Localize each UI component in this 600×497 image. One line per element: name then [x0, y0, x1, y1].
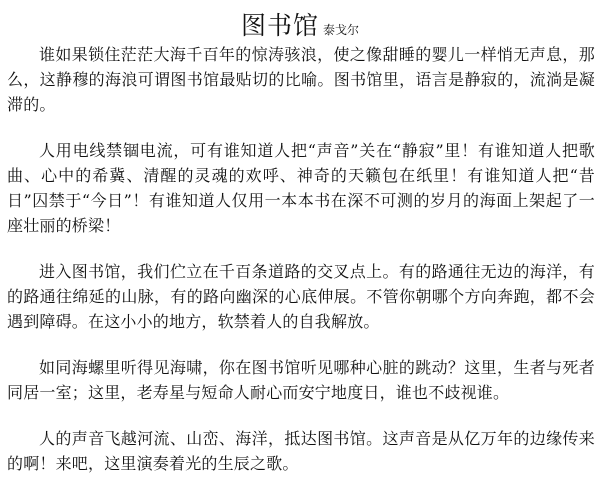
title-row — [0, 6, 600, 42]
paragraph-4: 如同海螺里听得见海啸，你在图书馆听见哪种心脏的跳动？这里，生者与死者同居一室；这里，老寿星与短命人耐心而安宁地度日，谁也不歧视谁。 — [7, 358, 595, 402]
paragraph-3: 进入图书馆，我们伫立在千百条道路的交叉点上。有的路通往无边的海洋，有的路通往绵延的山脉，有的路向幽深的心底伸展。不管你朝哪个方向奔跑，都不会遇到障碍。在这小小的地方，软禁着人的自我解放。 — [7, 262, 595, 331]
paragraph-1: 谁如果锁住茫茫大海千百年的惊涛骇浪，使之像甜睡的婴儿一样悄无声息，那么，这静穆的海浪可谓图书馆最贴切的比喻。图书馆里，语言是静寂的，流淌是凝滞的。 — [7, 45, 595, 114]
paragraph-2: 人用电线禁锢电流，可有谁知道人把“声音”关在“静寂”里！有谁知道人把歌曲、心中的希冀、清醒的灵魂的欢呼、神奇的天籁包在纸里！有谁知道人把“昔日”囚禁于“今日”！有谁知道人仅用一本本书在深不可测的岁月的海面上架起了一座壮丽的桥梁！ — [7, 141, 595, 235]
page-title: 图书馆 — [240, 11, 319, 40]
paragraph-5: 人的声音飞越河流、山峦、海洋，抵达图书馆。这声音是从亿万年的边缘传来的啊！来吧，这里演奏着光的生辰之歌。 — [7, 429, 595, 473]
article-body — [7, 42, 595, 497]
author-name: 泰戈尔 — [323, 23, 360, 37]
